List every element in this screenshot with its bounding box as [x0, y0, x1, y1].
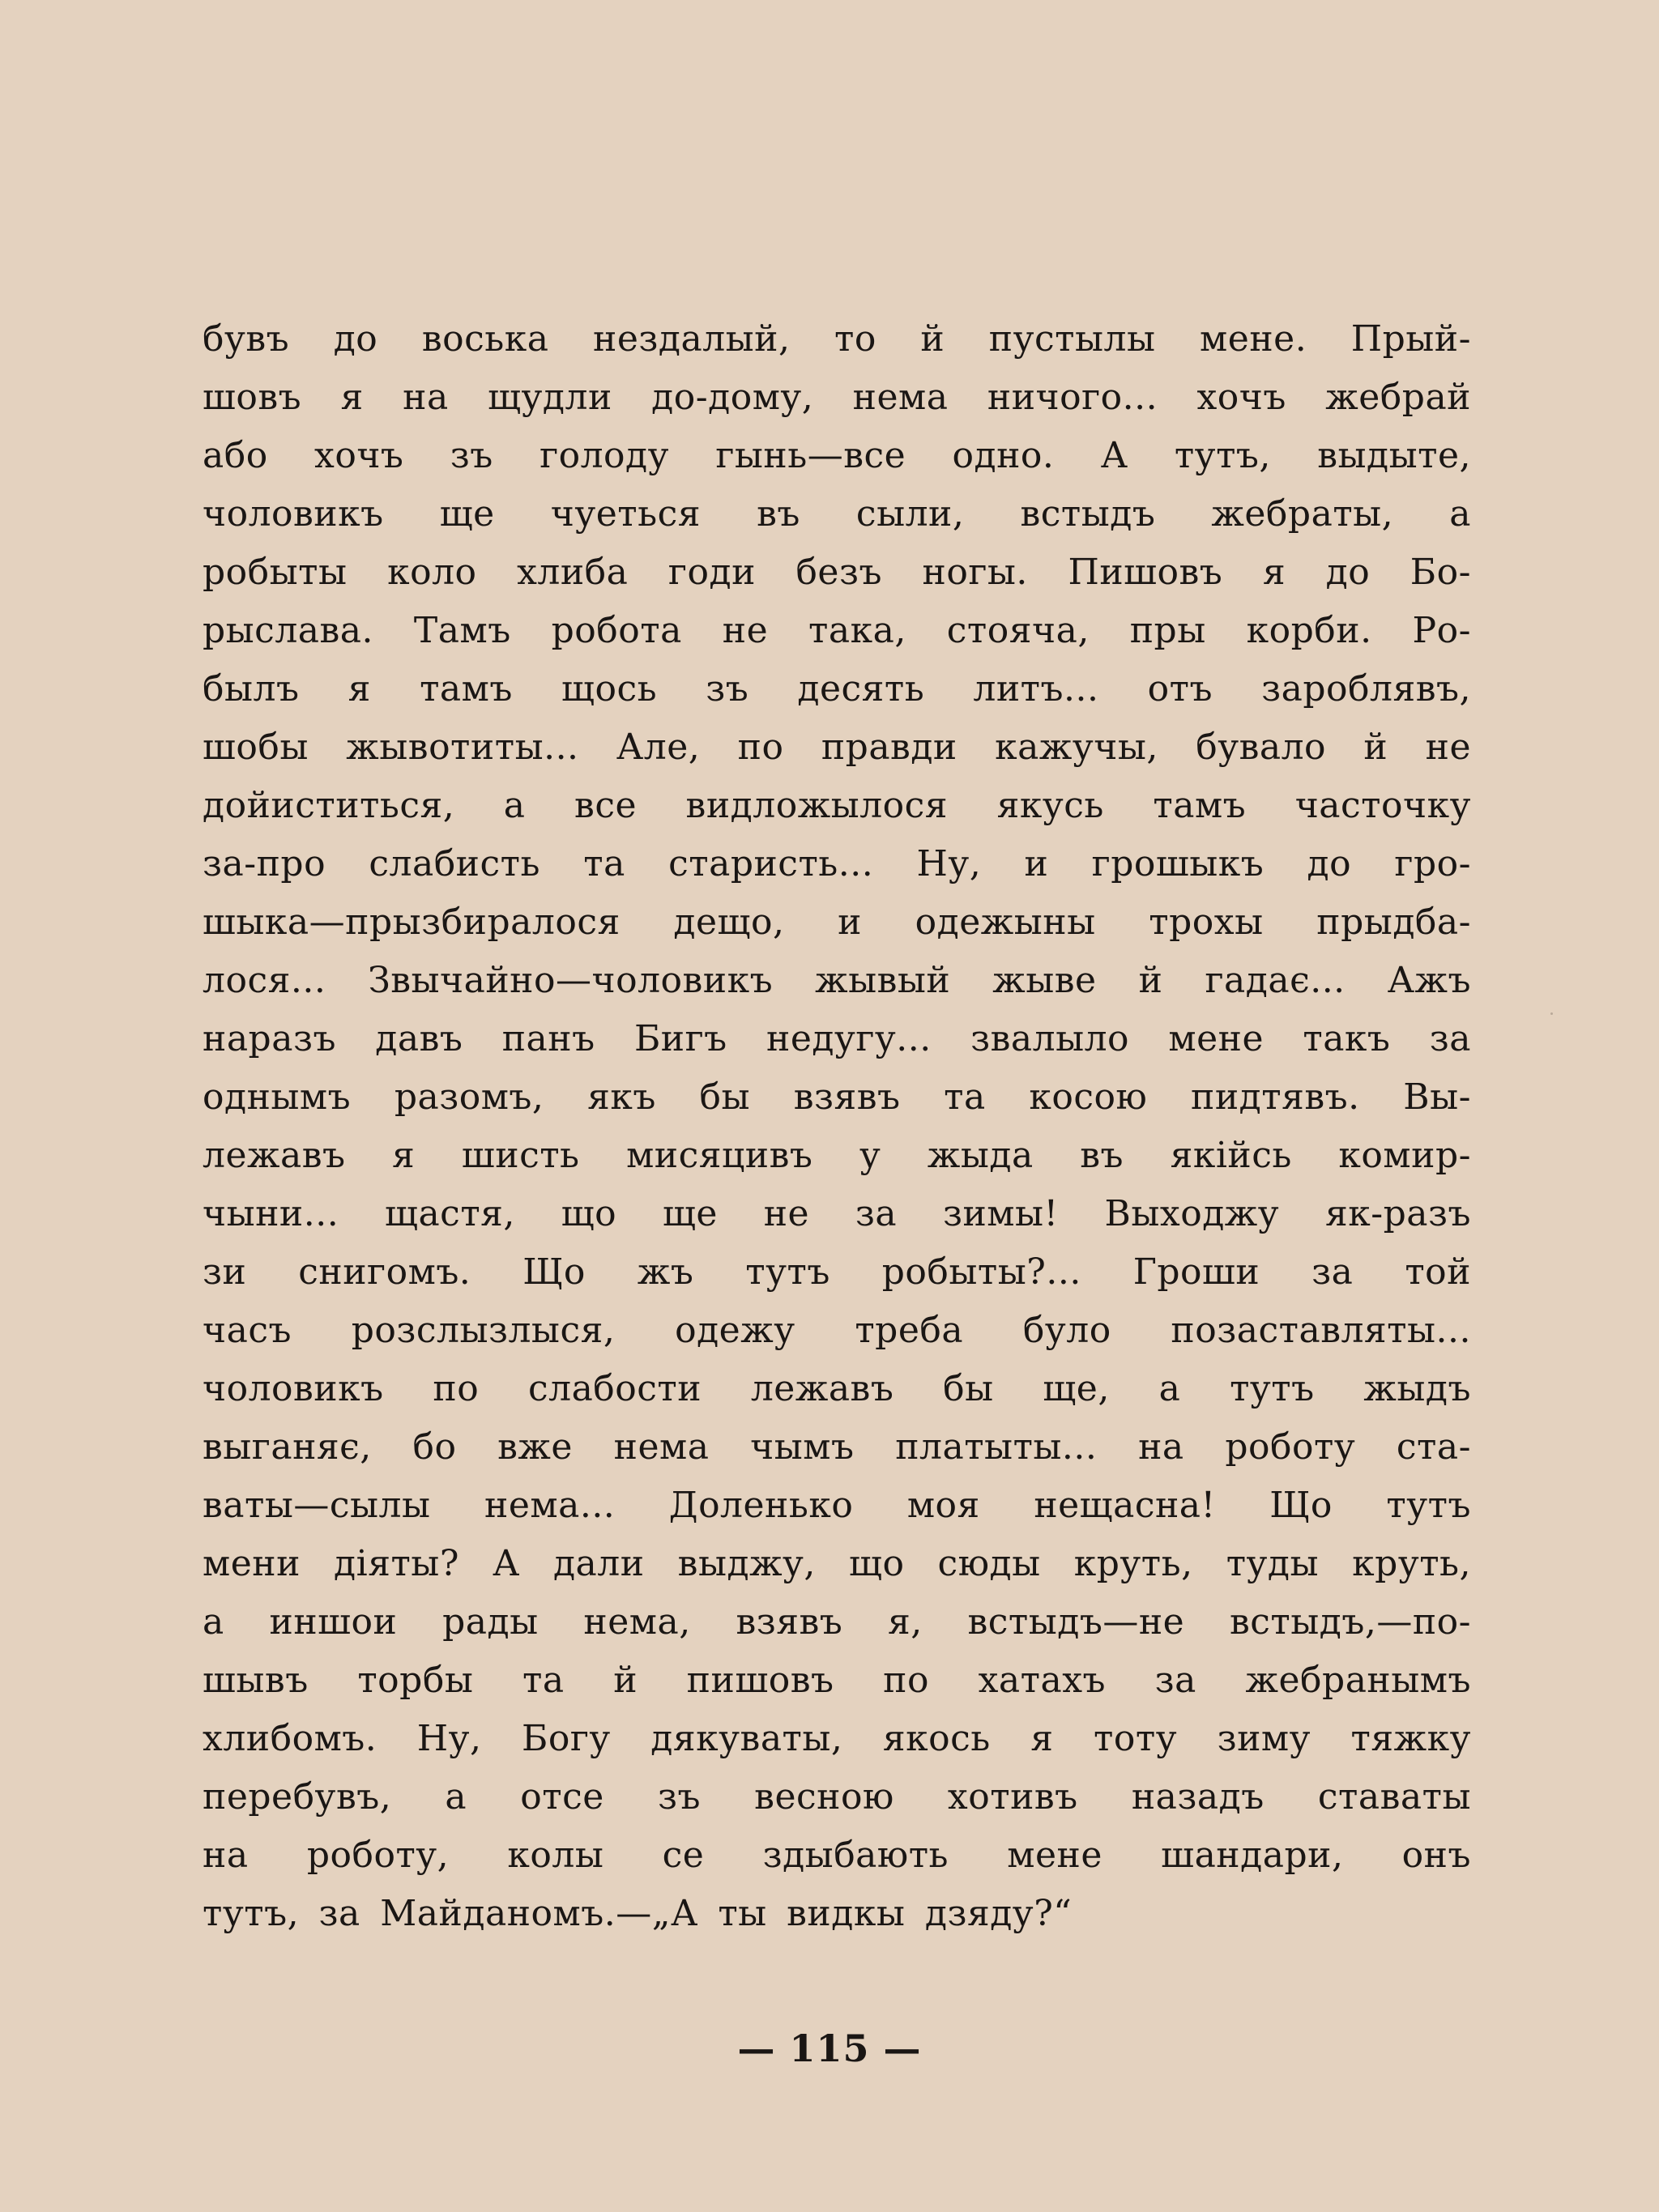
text-line: чоловикъ ще чуеться въ сыли, встыдъ жебраты, а	[203, 493, 1471, 535]
text-line: рыслава. Тамъ робота не така, стояча, пры корби. Ро-	[203, 610, 1471, 651]
paper-speck	[1550, 1012, 1553, 1015]
text-line: мени діяты? А дали выджу, що сюды круть, туды круть,	[203, 1543, 1471, 1584]
text-line: за-про слабисть та старисть... Ну, и грошыкъ до гро-	[203, 843, 1471, 884]
text-line: выганяє, бо вже нема чымъ платыты... на роботу ста-	[203, 1426, 1471, 1468]
text-line: хлибомъ. Ну, Богу дякуваты, якось я тоту зиму тяжку	[203, 1718, 1471, 1759]
text-line-last: тутъ, за Майданомъ.—„А ты видкы дзяду?“	[203, 1893, 1073, 1934]
text-line: перебувъ, а отсе зъ весною хотивъ назадъ ставаты	[203, 1776, 1471, 1818]
body-text	[203, 310, 1471, 1943]
text-line: дойиститься, а все видложылося якусь тамъ часточку	[203, 785, 1471, 826]
text-line: шыка—прызбиралося дещо, и одежыны трохы прыдба-	[203, 901, 1471, 943]
text-line: шовъ я на щудли до-дому, нема ничого... хочъ жебрай	[203, 377, 1471, 418]
text-line: зи снигомъ. Що жъ тутъ робыты?... Гроши за той	[203, 1251, 1471, 1293]
text-line: шобы жывотиты... Але, по правди кажучы, бувало й не	[203, 727, 1471, 768]
text-line: або хочъ зъ голоду гынь—все одно. А тутъ, выдыте,	[203, 435, 1471, 476]
text-line: чоловикъ по слабости лежавъ бы ще, а тутъ жыдъ	[203, 1368, 1471, 1409]
text-line: ваты—сылы нема... Доленько моя нещасна! Що тутъ	[203, 1485, 1471, 1526]
text-line: часъ розслызлыся, одежу треба було позаставляты...	[203, 1310, 1471, 1351]
text-line: шывъ торбы та й пишовъ по хатахъ за жебранымъ	[203, 1660, 1471, 1701]
text-line: а иншои рады нема, взявъ я, встыдъ—не встыдъ,—по-	[203, 1601, 1471, 1643]
text-line: былъ я тамъ щось зъ десять литъ... отъ зароблявъ,	[203, 668, 1471, 710]
text-line: на роботу, колы се здыбають мене шандари, онъ	[203, 1835, 1471, 1876]
text-line: лося... Звычайно—чоловикъ жывый жыве й гадає... Ажъ	[203, 960, 1471, 1001]
text-line: чыни... щастя, що ще не за зимы! Выходжу як-разъ	[203, 1193, 1471, 1234]
page-number: — 115 —	[737, 2027, 922, 2070]
text-line: бувъ до воська нездалый, то й пустылы мене. Прый-	[203, 318, 1471, 360]
text-line: однымъ разомъ, якъ бы взявъ та косою пидтявъ. Вы-	[203, 1076, 1471, 1118]
text-line: робыты коло хлиба годи безъ ногы. Пишовъ я до Бо-	[203, 552, 1471, 593]
text-line: лежавъ я шисть мисяцивъ у жыда въ якійсь комир-	[203, 1135, 1471, 1176]
text-line: наразъ давъ панъ Бигъ недугу... звалыло мене такъ за	[203, 1018, 1471, 1059]
